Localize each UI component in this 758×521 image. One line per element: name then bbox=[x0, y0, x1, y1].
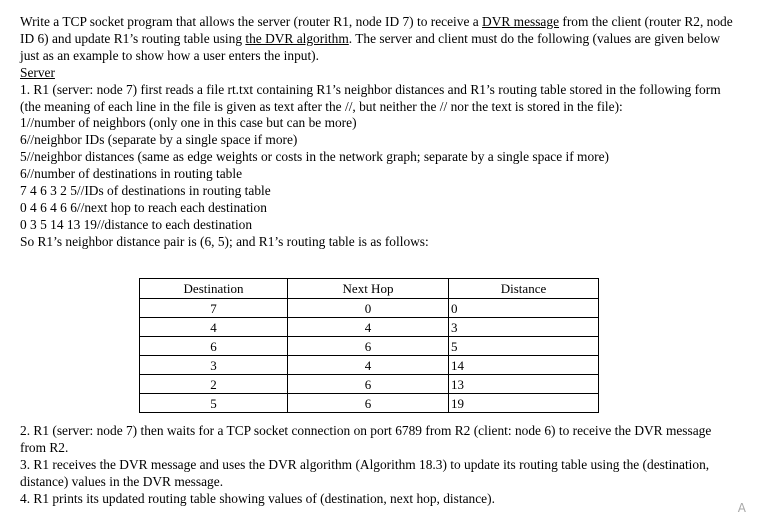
file-line: 5//neighbor distances (same as edge weights or costs in the network graph; separate by a single space if more) bbox=[20, 149, 610, 165]
routing-table bbox=[139, 278, 599, 413]
cell-destination: 4 bbox=[140, 318, 288, 337]
file-line: 7 4 6 3 2 5//IDs of destinations in routing table bbox=[20, 183, 271, 199]
cell-next-hop: 4 bbox=[288, 356, 449, 375]
intro-text-2: from the client (router R2, node ID 6) and update R1’s routing table using bbox=[20, 14, 733, 46]
file-line: 0 4 6 4 6 6//next hop to reach each destination bbox=[20, 199, 267, 215]
intro-text-1: Write a TCP socket program that allows the server (router R1, node ID 7) to receive a bbox=[20, 14, 483, 29]
header-next-hop: Next Hop bbox=[288, 279, 449, 299]
table-row bbox=[140, 337, 599, 356]
document-body bbox=[20, 14, 740, 251]
table-row bbox=[140, 299, 599, 318]
cell-distance: 14 bbox=[449, 356, 599, 375]
cell-destination: 2 bbox=[140, 375, 288, 394]
cell-distance: 0 bbox=[449, 299, 599, 318]
remaining-steps bbox=[20, 423, 740, 508]
step-2: 2. R1 (server: node 7) then waits for a TCP socket connection on port 6789 from R2 (client: node 6) to receive the DVR message from R2. bbox=[20, 423, 712, 455]
corner-mark-icon: A bbox=[737, 501, 746, 515]
cell-next-hop: 6 bbox=[288, 337, 449, 356]
cell-next-hop: 0 bbox=[288, 299, 449, 318]
cell-destination: 7 bbox=[140, 299, 288, 318]
routing-table-summary: So R1’s neighbor distance pair is (6, 5); and R1’s routing table is as follows: bbox=[20, 233, 429, 249]
header-destination: Destination bbox=[140, 279, 288, 299]
dvr-message-link[interactable]: DVR message bbox=[482, 14, 560, 29]
cell-destination: 6 bbox=[140, 337, 288, 356]
table-row bbox=[140, 356, 599, 375]
file-line: 1//number of neighbors (only one in this case but can be more) bbox=[20, 115, 357, 131]
dvr-algorithm-link[interactable]: the DVR algorithm bbox=[245, 30, 349, 46]
cell-distance: 13 bbox=[449, 375, 599, 394]
cell-next-hop: 6 bbox=[288, 394, 449, 413]
step-1: 1. R1 (server: node 7) first reads a file rt.txt containing R1’s neighbor distances and R1’s routing table stored in the following form (the meaning of each line in the file is given as text after the //, but neither the // nor the text is stored in the file): bbox=[20, 81, 721, 114]
file-line: 6//number of destinations in routing table bbox=[20, 166, 243, 182]
cell-next-hop: 6 bbox=[288, 375, 449, 394]
server-heading: Server bbox=[20, 64, 55, 80]
step-3: 3. R1 receives the DVR message and uses the DVR algorithm (Algorithm 18.3) to update its routing table using the (destination, distance) values in the DVR message. bbox=[20, 456, 710, 489]
intro-text-3: . The server and client must do the following (values are given below just as an example to show how a user enters the input). bbox=[20, 30, 721, 63]
table-header-row bbox=[140, 279, 599, 299]
table-row bbox=[140, 318, 599, 337]
table-row bbox=[140, 394, 599, 413]
cell-destination: 3 bbox=[140, 356, 288, 375]
cell-distance: 19 bbox=[449, 394, 599, 413]
intro-paragraph bbox=[20, 14, 740, 65]
cell-destination: 5 bbox=[140, 394, 288, 413]
cell-distance: 5 bbox=[449, 337, 599, 356]
table-row bbox=[140, 375, 599, 394]
file-line: 0 3 5 14 13 19//distance to each destination bbox=[20, 216, 253, 232]
header-distance: Distance bbox=[449, 279, 599, 299]
step-4: 4. R1 prints its updated routing table showing values of (destination, next hop, distance). bbox=[20, 490, 495, 506]
cell-next-hop: 4 bbox=[288, 318, 449, 337]
cell-distance: 3 bbox=[449, 318, 599, 337]
file-line: 6//neighbor IDs (separate by a single space if more) bbox=[20, 132, 298, 148]
